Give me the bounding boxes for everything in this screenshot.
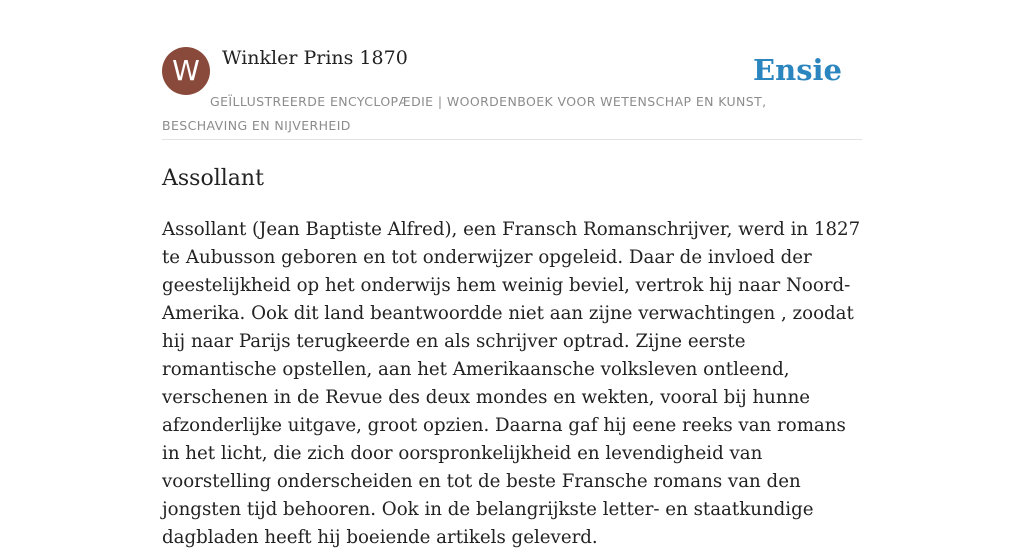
entry-body: Assollant (Jean Baptiste Alfred), een Fransch Romanschrijver, werd in 1827 te Aubusson geboren en tot onderwijzer opgeleid. Daar de invloed der geestelijkheid op het onderwijs hem weinig beviel, vertrok hij naar Noord-Amerika. Ook dit land beantwoordde niet aan zijne verwachtingen , zoodat hij naar Parijs terugkeerde en als schrijver optrad. Zijne eerste romantische opstellen, aan het Amerikaansche volksleven ontleend, verschenen in de Revue des deux mondes en wekten, vooral bij hunne afzonderlijke uitgave, groot opzien. Daarna gaf hij eene reeks van romans in het licht, die zich door oorspronkelijkheid en levendigheid van voorstelling onderscheiden en tot de beste Fransche romans van den jongsten tijd behooren. Ook in de belangrijkste letter- en staatkundige dagbladen heeft hij boeiende artikels geleverd. — [162, 219, 861, 548]
source-name-link[interactable]: Winkler Prins 1870 — [222, 47, 408, 69]
ensie-logo-link[interactable]: Ensie — [753, 53, 842, 87]
avatar[interactable]: W — [162, 47, 210, 95]
entry-title: Assollant — [162, 166, 264, 191]
header-divider — [162, 139, 862, 140]
source-subtitle: GEÏLLUSTREERDE ENCYCLOPÆDIE | WOORDENBOEK VOOR WETENSCHAP EN KUNST, BESCHAVING EN NIJVERHEID — [162, 94, 767, 133]
